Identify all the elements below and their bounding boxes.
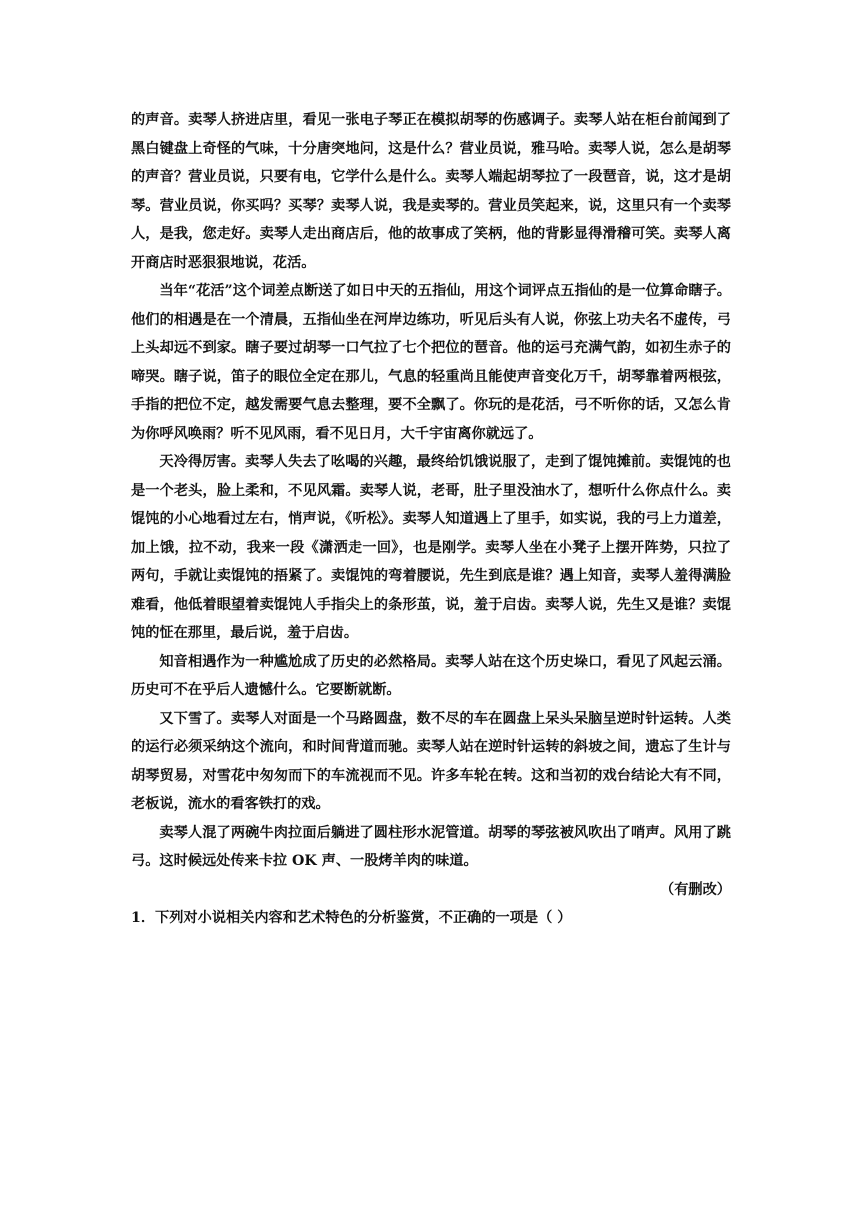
paragraph-1: 的声音。卖琴人挤进店里，看见一张电子琴正在模拟胡琴的伤感调子。卖琴人站在柜台前闻到了黑白键盘上奇怪的气味，十分唐突地问，这是什么？营业员说，雅马哈。卖琴人说，怎么是胡琴的声音？营业员说，只要有电，它学什么是什么。卖琴人端起胡琴拉了一段琶音，说，这才是胡琴。营业员说，你买吗？买琴？卖琴人说，我是卖琴的。营业员笑起来，说，这里只有一个卖琴人，是我，您走好。卖琴人走出商店后，他的故事成了笑柄，他的背影显得滑稽可笑。卖琴人离开商店时恶狠狠地说，花活。	[131, 112, 731, 271]
paragraph-4: 知音相遇作为一种尴尬成了历史的必然格局。卖琴人站在这个历史垛口，看见了风起云涌。历史可不在乎后人遗憾什么。它要断就断。	[131, 653, 731, 698]
edit-note: （有删改）	[660, 881, 731, 898]
article-body	[131, 106, 731, 933]
paragraph-5: 又下雪了。卖琴人对面是一个马路圆盘，数不尽的车在圆盘上呆头呆脑呈逆时针运转。人类的运行必须采纳这个流向，和时间背道而驰。卖琴人站在逆时针运转的斜坡之间，遗忘了生计与胡琴贸易，对雪花中匆匆而下的车流视而不见。许多车轮在转。这和当初的戏台结论大有不同，老板说，流水的看客铁打的戏。	[131, 710, 731, 812]
paragraph-6: 卖琴人混了两碗牛肉拉面后躺进了圆柱形水泥管道。胡琴的琴弦被风吹出了哨声。风用了跳弓。这时候远处传来卡拉 OK 声、一股烤羊肉的味道。	[131, 824, 731, 869]
question-1: 1．下列对小说相关内容和艺术特色的分析鉴赏，不正确的一项是（ ）	[131, 910, 572, 926]
paragraph-2: 当年“花活”这个词差点断送了如日中天的五指仙，用这个词评点五指仙的是一位算命瞎子。他们的相遇是在一个清晨，五指仙坐在河岸边练功，听见后头有人说，你弦上功夫名不虚传，弓上头却远不到家。瞎子要过胡琴一口气拉了七个把位的琶音。他的运弓充满气韵，如初生赤子的啼哭。瞎子说，笛子的眼位全定在那儿，气息的轻重尚且能使声音变化万千，胡琴靠着两根弦，手指的把位不定，越发需要气息去整理，要不全飘了。你玩的是花活，弓不听你的话，又怎么肯为你呼风唤雨？听不见风雨，看不见日月，大千宇宙离你就远了。	[131, 283, 731, 442]
paragraph-3: 天冷得厉害。卖琴人失去了吆喝的兴趣，最终给饥饿说服了，走到了馄饨摊前。卖馄饨的也是一个老头，脸上柔和，不见风霜。卖琴人说，老哥，肚子里没油水了，想听什么你点什么。卖馄饨的小心地看过左右，悄声说，《听松》。卖琴人知道遇上了里手，如实说，我的弓上力道差，加上饿，拉不动，我来一段《潇洒走一回》，也是刚学。卖琴人坐在小凳子上摆开阵势，只拉了两句，手就让卖馄饨的捂紧了。卖馄饨的弯着腰说，先生到底是谁？遇上知音，卖琴人羞得满脸难看，他低着眼望着卖馄饨人手指尖上的条形茧，说，羞于启齿。卖琴人说，先生又是谁？卖馄饨的怔在那里，最后说，羞于启齿。	[131, 454, 731, 641]
